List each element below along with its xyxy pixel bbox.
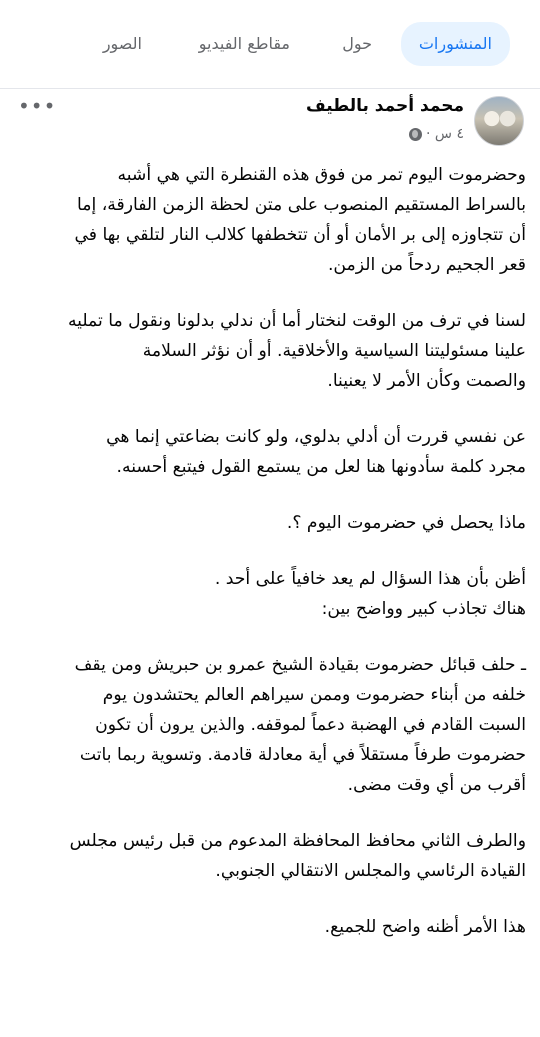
post-text-line: لسنا في ترف من الوقت لنختار أما أن ندلي بدلونا ونقول ما تمليه — [67, 311, 526, 331]
post-text-line: حضرموت طرفاً مستقلاً في أية معادلة قادمة. وتسوية ربما باتت — [79, 745, 526, 765]
post-text-line: أن تتجاوزه إلى بر الأمان أو أن تتخطفها كلالب النار لتلقي بها في — [74, 225, 526, 245]
post-text-line: هذا الأمر أظنه واضح للجميع. — [324, 917, 526, 937]
post-time[interactable]: ٤ س · — [426, 126, 464, 142]
post-text-line: وحضرموت اليوم تمر من فوق هذه القنطرة التي هي أشبه — [117, 165, 526, 185]
post-text-line: بالسراط المستقيم المنصوب على متن لحظة الزمن الفارقة، إما — [77, 195, 526, 215]
post-paragraph — [14, 650, 526, 800]
post-text-line: مجرد كلمة سأدونها هنا لعل من يستمع القول فيتبع أحسنه. — [116, 457, 526, 477]
post-paragraph — [14, 422, 526, 482]
globe-icon — [409, 128, 422, 141]
post-text-line: السبت القادم في الهضبة دعماً لموقفه. والذين يرون أن تكون — [95, 715, 526, 735]
post-text-line: عن نفسي قررت أن أدلي بدلوي، ولو كانت بضاعتي إنما هي — [106, 427, 526, 447]
post-text-line: قعر الجحيم ردحاً من الزمن. — [327, 255, 526, 275]
post-paragraph — [14, 564, 526, 624]
post-header — [0, 88, 540, 158]
post-paragraph — [14, 826, 526, 886]
post-text-line: علينا مسئوليتنا السياسية والأخلاقية. أو أن نؤثر السلامة — [142, 341, 526, 361]
post-meta — [409, 126, 464, 142]
author-name[interactable]: محمد أحمد بالطيف — [305, 96, 464, 116]
post-paragraph — [14, 912, 526, 942]
avatar[interactable] — [474, 96, 524, 146]
tab-posts[interactable]: المنشورات — [401, 22, 510, 66]
post-text-line: خلفه من أبناء حضرموت وممن سيراهم العالم يحتشدون يوم — [102, 685, 526, 705]
post-paragraph — [14, 306, 526, 396]
post-text-line: أظن بأن هذا السؤال لم يعد خافياً على أحد . — [214, 569, 526, 589]
post-text-line: أقرب من أي وقت مضى. — [347, 775, 526, 795]
post-text — [14, 160, 526, 968]
post-text-line: القيادة الرئاسي والمجلس الانتقالي الجنوبي. — [215, 861, 526, 881]
post-paragraph — [14, 160, 526, 280]
post-text-line: والصمت وكأن الأمر لا يعنينا. — [327, 371, 526, 391]
post-text-line: هناك تجاذب كبير وواضح بين: — [321, 599, 526, 619]
post-paragraph — [14, 508, 526, 538]
post-text-line: ماذا يحصل في حضرموت اليوم ؟. — [286, 513, 526, 533]
post-text-line: ـ حلف قبائل حضرموت بقيادة الشيخ عمرو بن حبريش ومن يقف — [74, 655, 526, 675]
profile-tabs — [0, 0, 540, 89]
post-text-line: والطرف الثاني محافظ المحافظة المدعوم من قبل رئيس مجلس — [69, 831, 526, 851]
tab-photos[interactable]: الصور — [102, 34, 142, 53]
more-options-icon[interactable]: ••• — [18, 94, 57, 118]
tab-about[interactable]: حول — [342, 34, 372, 53]
tab-videos[interactable]: مقاطع الفيديو — [198, 34, 290, 53]
